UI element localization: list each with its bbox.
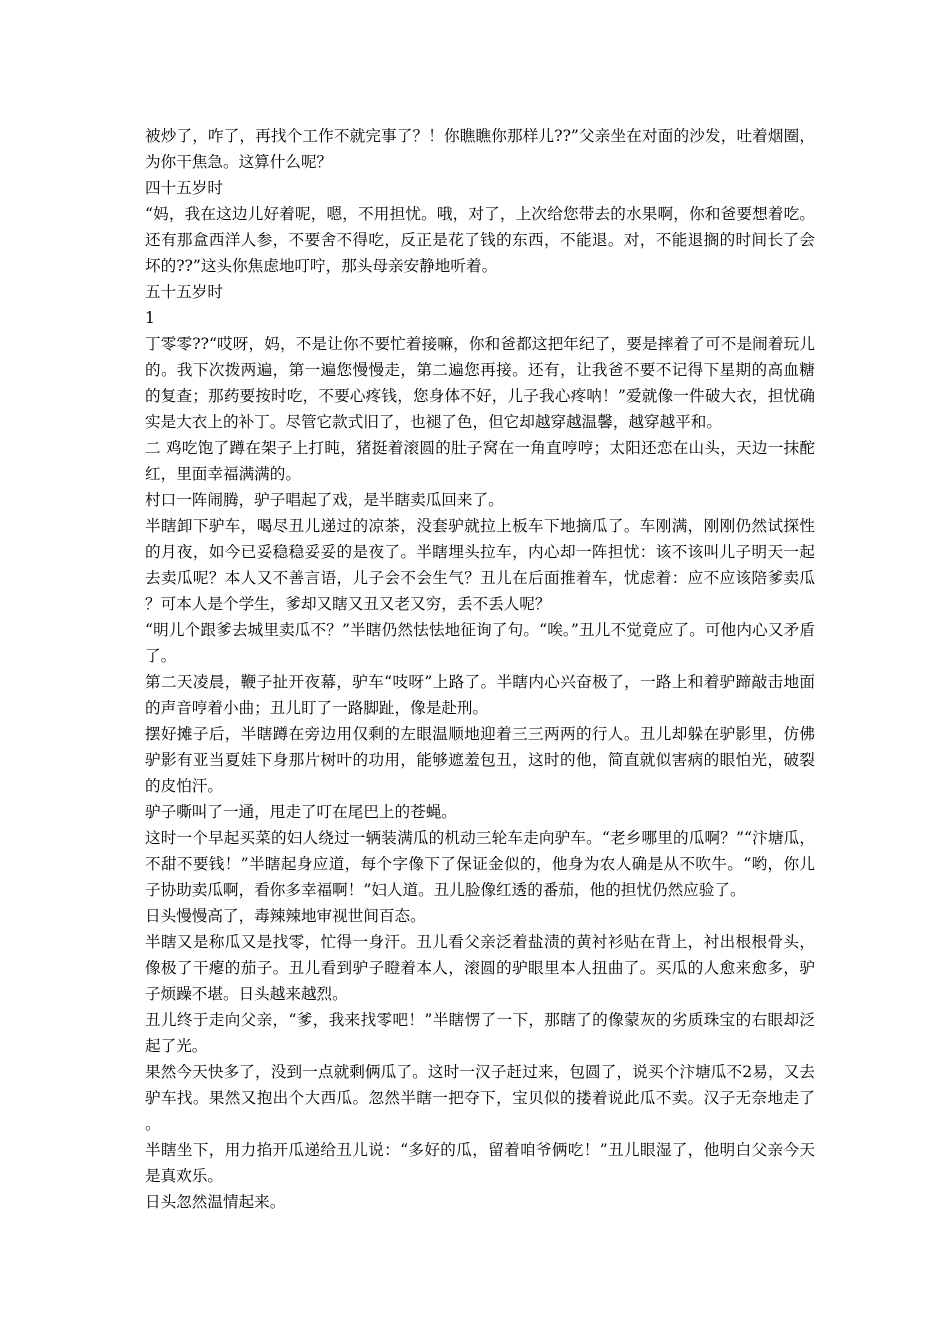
document-page xyxy=(145,123,815,1215)
paragraph-son-helps: 丑儿终于走向父亲，“爹，我来找零吧！”半瞎愣了一下，那瞎了的像蒙灰的劣质珠宝的右眼却泛起了光。 xyxy=(145,1011,815,1055)
paragraph-woman-buyer: 这时一个早起买菜的妇人绕过一辆装满瓜的机动三轮车走向驴车。“老乡哪里的瓜啊？”“汴塘瓜，不甜不要钱！”半瞎起身应道，每个字像下了保证金似的，他身为农人确是从不吹牛。“哟，你儿子协助卖瓜啊，看你多幸福啊！”妇人道。丑儿脸像红透的番茄，他的担忧仍然应验了。 xyxy=(145,829,815,899)
paragraph-call-mother: “妈，我在这边儿好着呢，嗯，不用担忧。哦，对了，上次给您带去的水果啊，你和爸要想着吃。还有那盒西洋人参，不要舍不得吃，反正是花了钱的东西，不能退。对，不能退搁的时间长了会坏的??”这头你焦虑地叮咛，那头母亲安静地听着。 xyxy=(145,205,815,275)
paragraph-next-morning: 第二天凌晨，鞭子扯开夜幕，驴车“吱呀”上路了。半瞎内心兴奋极了，一路上和着驴蹄敲击地面的声音哼着小曲；丑儿盯了一路脚趾，像是赴刑。 xyxy=(145,673,815,717)
paragraph-ask-son: “明儿个跟爹去城里卖瓜不？”半瞎仍然怯怯地征询了句。“唉。”丑儿不觉竟应了。可他内心又矛盾了。 xyxy=(145,621,815,665)
paragraph-fired-job: 被炒了，咋了，再找个工作不就完事了？！你瞧瞧你那样儿??”父亲坐在对面的沙发，吐着烟圈，为你干焦急。这算什么呢？ xyxy=(145,127,815,171)
paragraph-village-entrance: 村口一阵闹腾，驴子唱起了戏，是半瞎卖瓜回来了。 xyxy=(145,491,504,509)
paragraph-share-melon: 半瞎坐下，用力掐开瓜递给丑儿说：“多好的瓜，留着咱爷俩吃！”丑儿眼湿了，他明白父亲今天是真欢乐。 xyxy=(145,1141,815,1185)
paragraph-warm-sun: 日头忽然温情起来。 xyxy=(145,1193,286,1211)
paragraph-stall-setup: 摆好摊子后，半瞎蹲在旁边用仅剩的左眼温顺地迎着三三两两的行人。丑儿却躲在驴影里，仿佛驴影有亚当夏娃下身那片树叶的功用，能够遮羞包丑，这时的他，简直就似害病的眼怕光，破裂的皮怕汗。 xyxy=(145,725,815,795)
paragraph-busy-father: 半瞎又是称瓜又是找零，忙得一身汗。丑儿看父亲泛着盐渍的黄衬衫贴在背上，衬出根根骨头，像极了干瘪的茄子。丑儿看到驴子瞪着本人，滚圆的驴眼里本人扭曲了。买瓜的人愈来愈多，驴子烦躁不堪。日头越来越烈。 xyxy=(145,933,815,1003)
paragraph-unload-cart: 半瞎卸下驴车，喝尽丑儿递过的凉茶，没套驴就拉上板车下地摘瓜了。车刚满，刚刚仍然试探性的月夜，如今已妥稳稳妥妥的是夜了。半瞎埋头拉车，内心却一阵担忧：该不该叫儿子明天一起去卖瓜呢？本人又不善言语，儿子会不会生气？丑儿在后面推着车，忧虑着：应不应该陪爹卖瓜？可本人是个学生，爹却又瞎又丑又老又穷，丢不丢人呢？ xyxy=(145,517,815,613)
paragraph-phone-ring: 丁零零??“哎呀，妈，不是让你不要忙着接嘛，你和爸都这把年纪了，要是摔着了可不是闹着玩儿的。我下次拨两遍，第一遍您慢慢走，第二遍您再接。还有，让我爸不要不记得下星期的高血糖的复查；那药要按时吃，不要心疼钱，您身体不好，儿子我心疼呐！”爱就像一件破大衣，担忧确实是大衣上的补丁。尽管它款式旧了，也褪了色，但它却越穿越温馨，越穿越平和。 xyxy=(145,335,815,431)
paragraph-last-melons: 果然今天快多了，没到一点就剩俩瓜了。这时一汉子赶过来，包圆了，说买个汴塘瓜不2易，又去驴车找。果然又抱出个大西瓜。忽然半瞎一把夺下，宝贝似的搂着说此瓜不卖。汉子无奈地走了。 xyxy=(145,1063,815,1133)
page-number-1: 1 xyxy=(145,309,155,327)
heading-age-45: 四十五岁时 xyxy=(145,179,223,197)
paragraph-sun-rises: 日头慢慢高了，毒辣辣地审视世间百态。 xyxy=(145,907,426,925)
heading-age-55: 五十五岁时 xyxy=(145,283,223,301)
paragraph-donkey-brays: 驴子嘶叫了一通，甩走了叮在尾巴上的苍蝇。 xyxy=(145,803,457,821)
paragraph-section-two: 二 鸡吃饱了蹲在架子上打盹，猪挺着滚圆的肚子窝在一角直哼哼；太阳还恋在山头，天边一抹酡红，里面幸福满满的。 xyxy=(145,439,815,483)
